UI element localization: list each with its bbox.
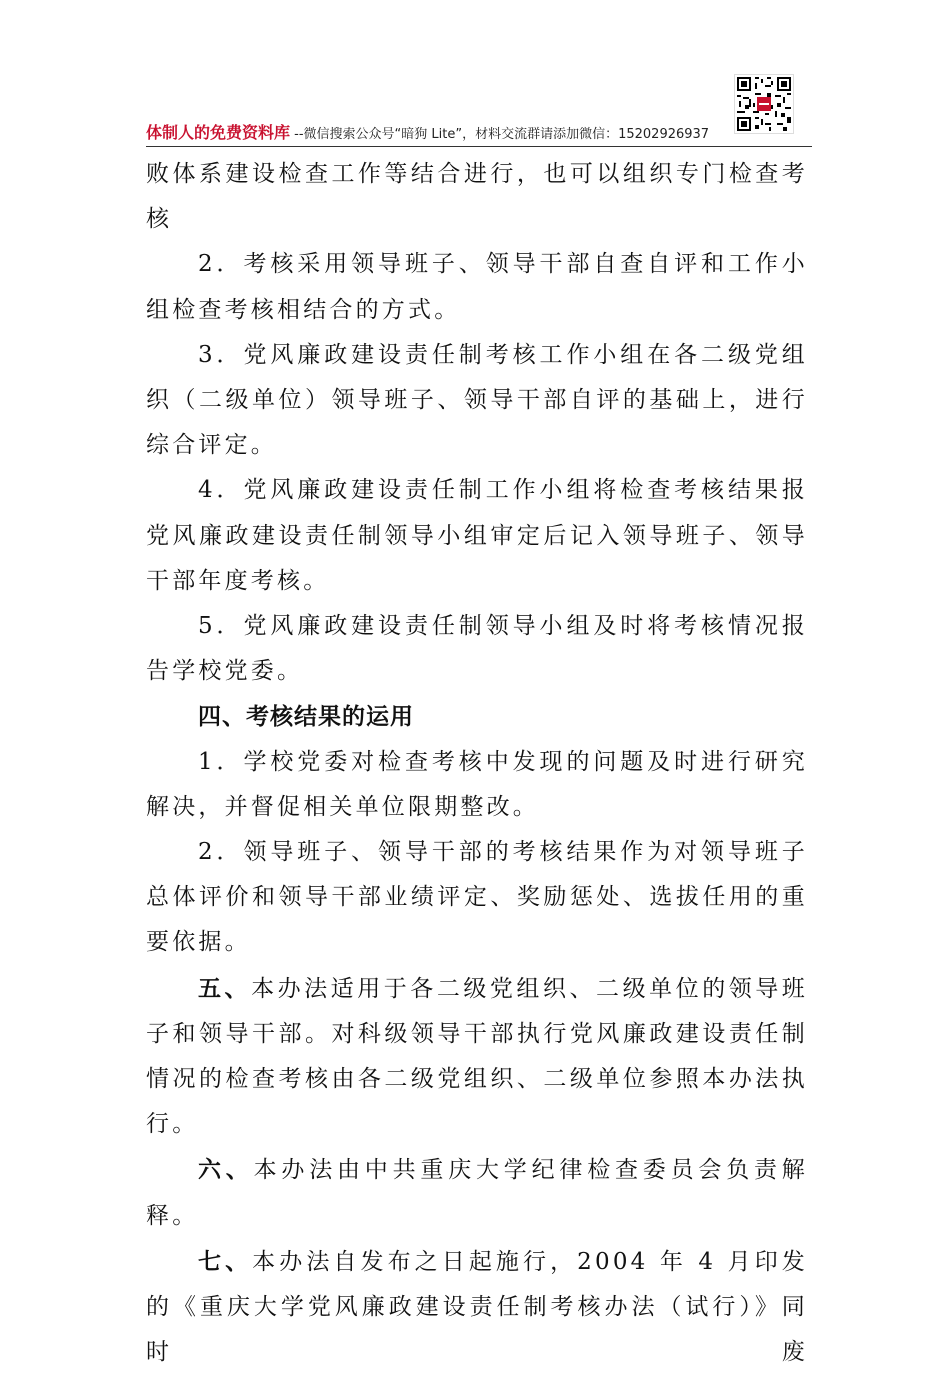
paragraph: 败体系建设检查工作等结合进行，也可以组织专门检查考核 [146,161,808,233]
header-divider [146,146,812,147]
section-heading: 四、考核结果的运用 [198,703,414,731]
page-header [146,122,812,144]
paragraph: 2．考核采用领导班子、领导干部自查自评和工作小组检查考核相结合的方式。 [146,251,808,323]
paragraph: 3．党风廉政建设责任制考核工作小组在各二级党组织（二级单位）领导班子、领导干部自评的基础上，进行综合评定。 [146,341,808,459]
article-text: 本办法适用于各二级党组织、二级单位的领导班子和领导干部。对科级领导干部执行党风廉政建设责任制情况的检查考核由各二级党组织、二级单位参照本办法执行。 [146,975,808,1138]
paragraph: 1．学校党委对检查考核中发现的问题及时进行研究解决，并督促相关单位限期整改。 [146,748,808,820]
paragraph [146,966,808,1148]
article-text: 本办法由中共重庆大学纪律检查委员会负责解释。 [146,1157,809,1229]
article-number: 五、 [198,974,252,1002]
article-number: 六、 [198,1156,254,1184]
header-brand: 体制人的免费资料库 [146,123,291,142]
qr-code-icon [734,74,794,134]
paragraph [146,1147,808,1238]
paragraph [146,1239,808,1375]
paragraph: 4．党风廉政建设责任制工作小组将检查考核结果报党风廉政建设责任制领导小组审定后记入领导班子、领导干部年度考核。 [146,477,808,594]
header-subtitle: --微信搜索公众号“暗狗 Lite”，材料交流群请添加微信：15202926937 [294,127,710,142]
paragraph: 2．领导班子、领导干部的考核结果作为对领导班子总体评价和领导干部业绩评定、奖励惩处、选拔任用的重要依据。 [146,839,808,956]
document-body [146,152,808,1375]
article-number: 七、 [198,1247,253,1275]
paragraph: 5．党风廉政建设责任制领导小组及时将考核情况报告学校党委。 [146,613,808,685]
article-text: 本办法自发布之日起施行，2004 年 4 月印发的《重庆大学党风廉政建设责任制考核办法（试行）》同时废 [146,1248,808,1366]
